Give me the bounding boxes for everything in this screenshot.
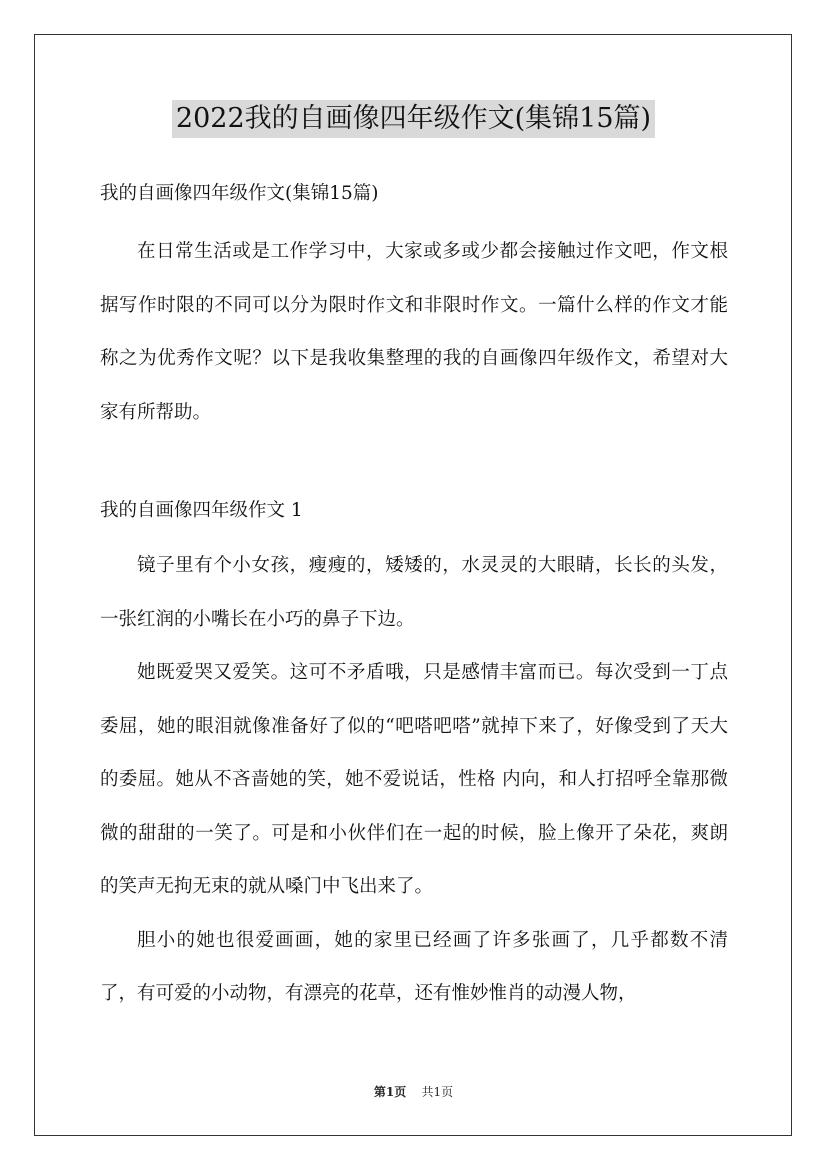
intro-section [100,225,728,439]
document-subtitle: 我的自画像四年级作文(集锦15篇) [100,183,379,204]
page-footer [0,1083,827,1100]
essay-section [100,539,728,1021]
intro-paragraph: 在日常生活或是工作学习中，大家或多或少都会接触过作文吧，作文根据写作时限的不同可以分为限时作文和非限时作文。一篇什么样的作文才能称之为优秀作文呢？以下是我收集整理的我的自画像四年级作文，希望对大家有所帮助。 [100,241,728,423]
essay-paragraph: 胆小的她也很爱画画，她的家里已经画了许多张画了，几乎都数不清了，有可爱的小动物，有漂亮的花草，还有惟妙惟肖的动漫人物， [100,929,728,1004]
essay-heading: 我的自画像四年级作文 1 [100,500,303,521]
page-total: 共1页 [421,1085,454,1099]
essay-paragraph: 她既爱哭又爱笑。这可不矛盾哦，只是感情丰富而已。每次受到一丁点委屈，她的眼泪就像准备好了似的“吧嗒吧嗒”就掉下来了，好像受到了天大的委屈。她从不吝啬她的笑，她不爱说话，性格 内向，和人打招呼全靠那微微的甜甜的一笑了。可是和小伙伴们在一起的时候，脸上像开了朵花，爽朗的笑声无拘无束的就从嗓门中飞出来了。 [100,662,728,897]
title-container [0,100,827,138]
essay-paragraph: 镜子里有个小女孩，瘦瘦的，矮矮的，水灵灵的大眼睛，长长的头发，一张红润的小嘴长在小巧的鼻子下边。 [100,555,728,630]
document-title: 2022我的自画像四年级作文(集锦15篇) [172,100,655,138]
page-number: 第1页 [373,1085,407,1099]
document-body [100,176,728,1021]
